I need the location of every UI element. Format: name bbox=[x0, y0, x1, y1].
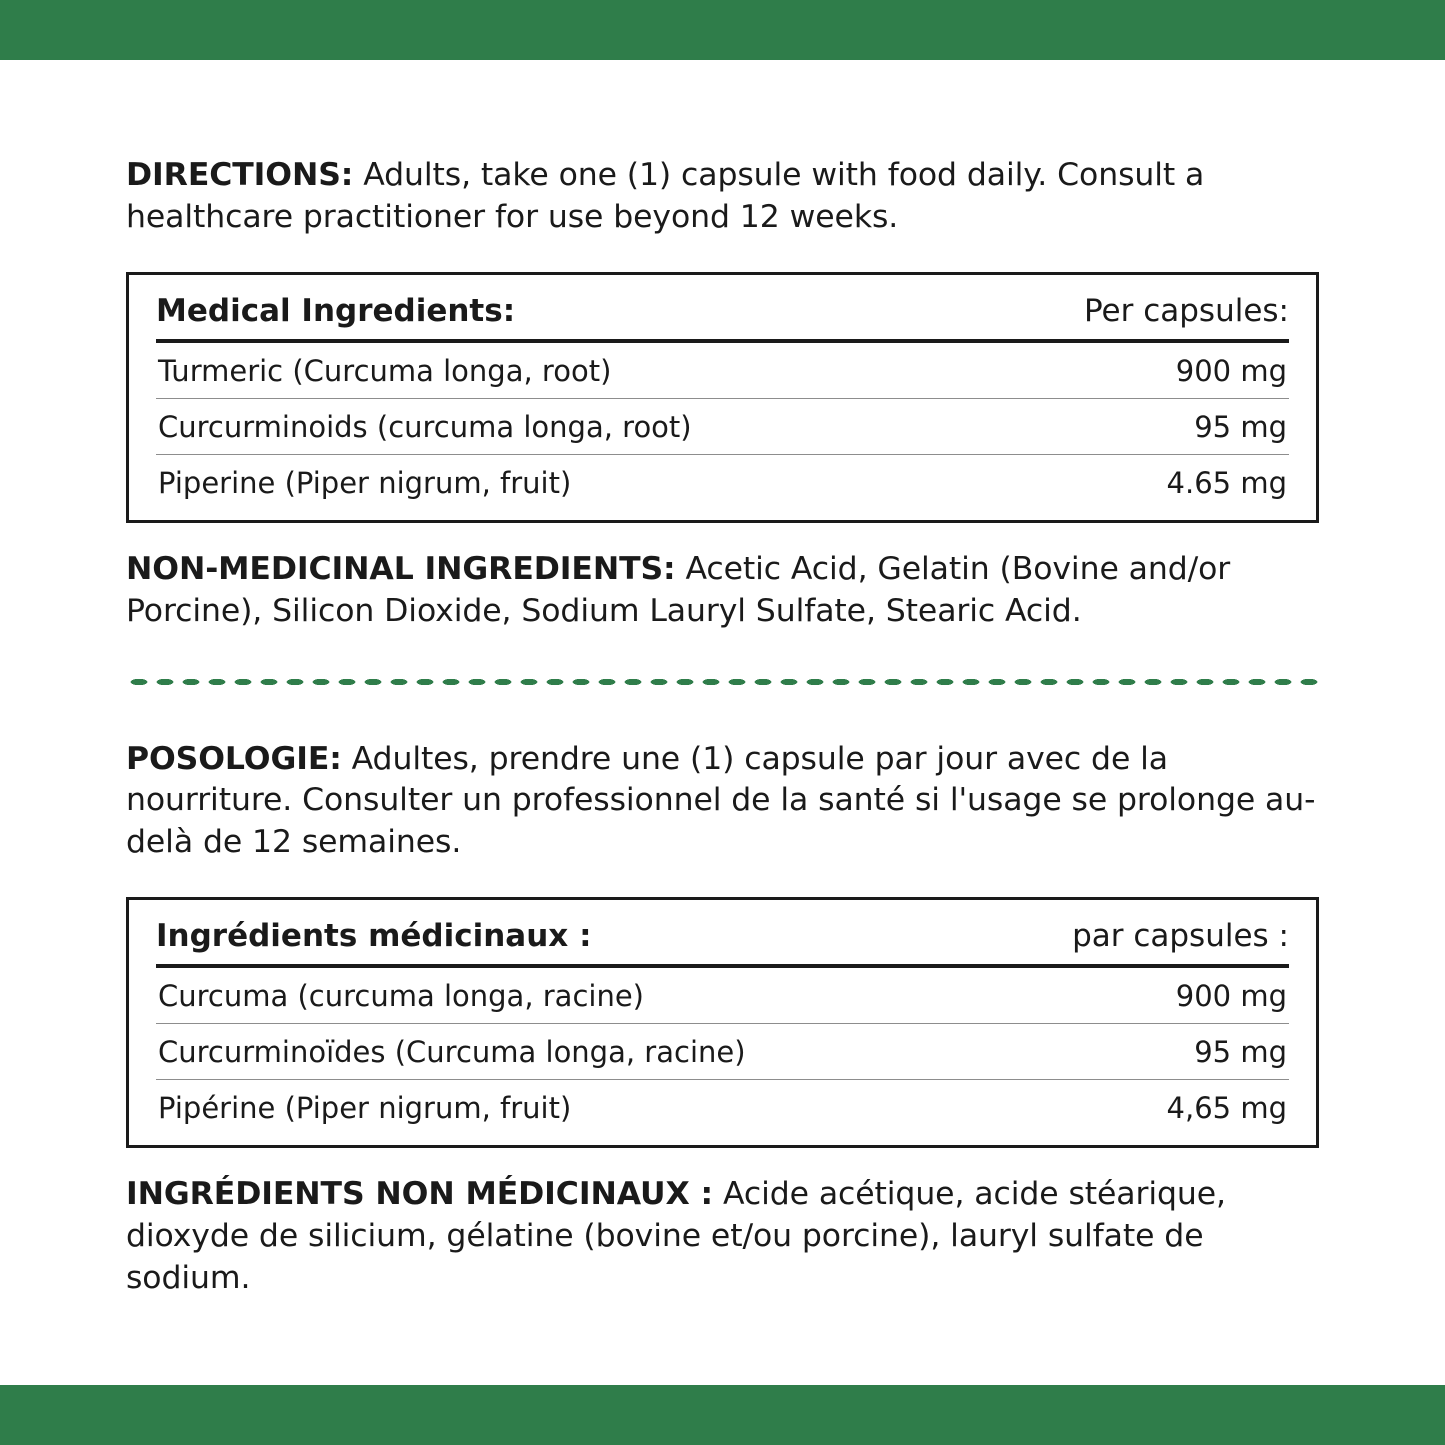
table-row bbox=[156, 1080, 1289, 1129]
ingredient-name: Turmeric (Curcuma longa, root) bbox=[158, 353, 612, 388]
dotted-divider bbox=[126, 677, 1319, 687]
table-header-right-fr: par capsules : bbox=[1072, 918, 1289, 955]
table-header-en bbox=[156, 293, 1289, 339]
table-header-left-en: Medical Ingredients: bbox=[156, 292, 516, 329]
ingredient-amount: 900 mg bbox=[1175, 353, 1287, 388]
non-medicinal-label-fr: INGRÉDIENTS NON MÉDICINAUX : bbox=[126, 1176, 714, 1213]
non-medicinal-paragraph-en bbox=[126, 549, 1319, 633]
english-section bbox=[126, 155, 1319, 633]
table-header-right-en: Per capsules: bbox=[1083, 292, 1289, 329]
ingredient-name: Curcuma (curcuma longa, racine) bbox=[158, 979, 644, 1014]
table-row bbox=[156, 968, 1289, 1024]
ingredient-name: Piperine (Piper nigrum, fruit) bbox=[158, 465, 572, 500]
directions-paragraph-fr bbox=[126, 739, 1319, 865]
french-section bbox=[126, 739, 1319, 1300]
table-header-left-fr: Ingrédients médicinaux : bbox=[156, 918, 592, 955]
medical-ingredients-table-en bbox=[126, 272, 1319, 523]
directions-paragraph-en bbox=[126, 155, 1319, 239]
table-header-fr bbox=[156, 918, 1289, 964]
ingredient-name: Curcurminoïdes (Curcuma longa, racine) bbox=[158, 1035, 746, 1070]
non-medicinal-label-en: NON-MEDICINAL INGREDIENTS: bbox=[126, 550, 676, 587]
table-row bbox=[156, 455, 1289, 504]
directions-text-en: Adults, take one (1) capsule with food daily. Consult a healthcare practitioner for use beyond 12 weeks. bbox=[126, 157, 1205, 235]
label-content bbox=[0, 60, 1445, 1385]
ingredient-amount: 4.65 mg bbox=[1166, 465, 1287, 500]
non-medicinal-text-fr: Acide acétique, acide stéarique, dioxyde de silicium, gélatine (bovine et/ou porcine), lauryl sulfate de sodium. bbox=[126, 1176, 1226, 1297]
table-row bbox=[156, 343, 1289, 399]
non-medicinal-text-en: Acetic Acid, Gelatin (Bovine and/or Porcine), Silicon Dioxide, Sodium Lauryl Sulfate, Stearic Acid. bbox=[126, 550, 1231, 629]
ingredient-amount: 4,65 mg bbox=[1166, 1091, 1287, 1126]
medical-ingredients-table-fr bbox=[126, 897, 1319, 1148]
directions-label-fr: POSOLOGIE: bbox=[126, 740, 342, 777]
bottom-green-band bbox=[0, 1385, 1445, 1445]
ingredient-name: Curcurminoids (curcuma longa, root) bbox=[158, 409, 692, 444]
ingredient-name: Pipérine (Piper nigrum, fruit) bbox=[158, 1091, 572, 1126]
directions-text-fr: Adultes, prendre une (1) capsule par jour avec de la nourriture. Consulter un professionnel de la santé si l'usage se prolonge au-delà de 12 semaines. bbox=[126, 740, 1316, 861]
table-row bbox=[156, 399, 1289, 455]
non-medicinal-paragraph-fr bbox=[126, 1174, 1319, 1300]
ingredient-amount: 900 mg bbox=[1175, 979, 1287, 1014]
ingredient-amount: 95 mg bbox=[1194, 409, 1287, 444]
directions-label-en: DIRECTIONS: bbox=[126, 157, 354, 193]
ingredient-amount: 95 mg bbox=[1194, 1035, 1287, 1070]
table-row bbox=[156, 1024, 1289, 1080]
top-green-band bbox=[0, 0, 1445, 60]
